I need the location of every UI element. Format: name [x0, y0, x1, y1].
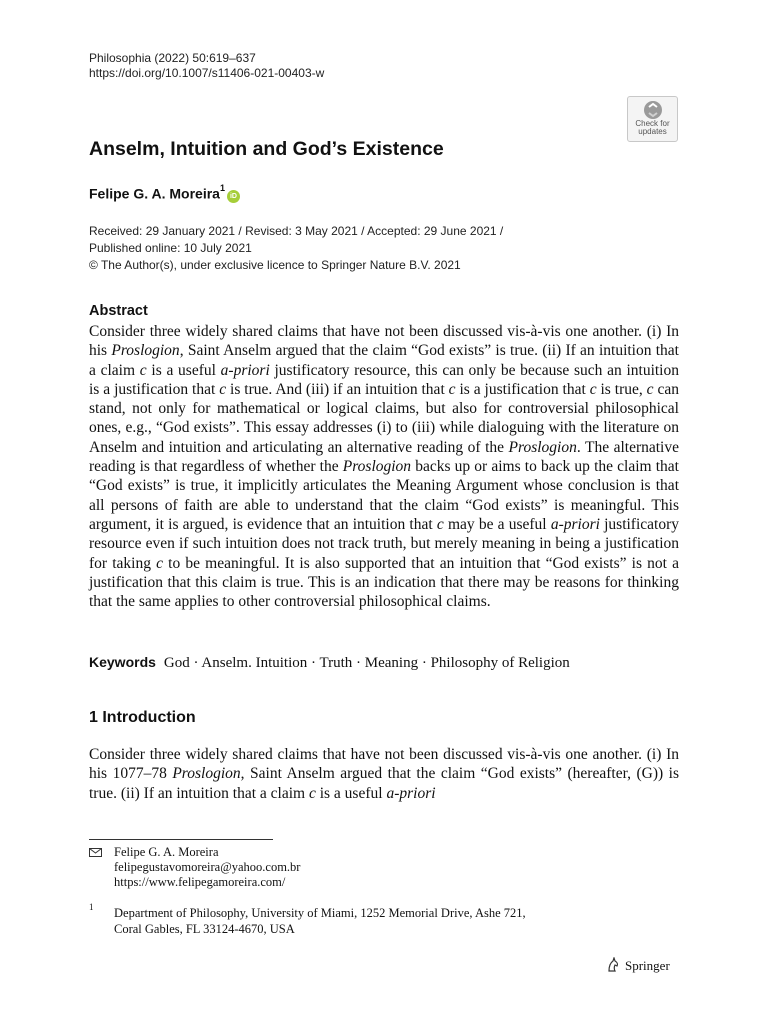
check-for-updates-line2: updates: [638, 127, 667, 136]
affiliation-line2: Coral Gables, FL 33124-4670, USA: [114, 922, 295, 936]
publisher-name: Springer: [625, 958, 670, 973]
contact-email-link[interactable]: felipegustavomoreira@yahoo.com.br: [114, 860, 301, 874]
author-line: [89, 185, 240, 203]
affiliation: [114, 905, 526, 937]
check-for-updates-line1: Check for: [635, 119, 670, 128]
springer-horse-icon: [605, 957, 621, 973]
keywords-text: God · Anselm. Intuition · Truth · Meaning · Philosophy of Religion: [163, 655, 570, 671]
journal-citation: Philosophia (2022) 50:619–637: [89, 51, 256, 65]
introduction-body: Consider three widely shared claims that have not been discussed vis-à-vis one another. (i) In his 1077–78 Proslogion, Saint Anselm argued that the claim “God exists” (hereafter, (G)) is true. (ii) If an intuition that a claim c is a useful a-priori: [89, 746, 679, 802]
orcid-icon[interactable]: iD: [227, 190, 240, 203]
corresponding-author-contact: [114, 845, 300, 890]
history-copyright: © The Author(s), under exclusive licence to Springer Nature B.V. 2021: [89, 258, 461, 272]
section-heading-introduction: 1 Introduction: [89, 709, 196, 726]
abstract-heading: Abstract: [89, 303, 148, 319]
affiliation-line1: Department of Philosophy, University of Miami, 1252 Memorial Drive, Ashe 721,: [114, 906, 526, 920]
journal-header: [89, 51, 324, 81]
abstract-body: Consider three widely shared claims that have not been discussed vis-à-vis one another. (i) In his Proslogion, Saint Anselm argued that the claim “God exists” is true. (ii) If an intuition that a claim c is a useful a-priori justificatory resource, this can only be because such an intuition is a justification that c is true. And (iii) if an intuition that c is a justification that c is true, c can stand, not only for mathematical or logical claims, but also for controversial philosophical ones, e.g., “God exists”. This essay addresses (i) to (iii) while dialoguing with the literature on Anselm and intuition and articulating an alternative reading of the Proslogion. The alternative reading is that regardless of whether the Proslogion backs up or aims to back up the claim that “God exists” is true, it implicitly articulates the Meaning Argument whose conclusion is that all persons of faith are able to understand that the claim “God exists” is meaningful. This argument, it is argued, is evidence that an intuition that c may be a useful a-priori justificatory resource even if such intuition does not track truth, but merely meaning in being a justification for taking c to be meaningful. It is also supported that an intuition that “God exists” is not a justification that this claim is true. This is an indication that there may be reasons for thinking that the same applies to other controversial philosophical claims.: [89, 323, 679, 611]
footnote-divider: [89, 839, 273, 840]
springer-logo: [605, 957, 670, 974]
history-dates: Received: 29 January 2021 / Revised: 3 May 2021 / Accepted: 29 June 2021 /: [89, 224, 504, 238]
keywords-line: [89, 654, 570, 672]
envelope-icon[interactable]: [89, 848, 102, 857]
keywords-label: Keywords: [89, 654, 156, 670]
article-title: Anselm, Intuition and God’s Existence: [89, 138, 444, 160]
affiliation-number: 1: [89, 902, 94, 912]
contact-name: Felipe G. A. Moreira: [114, 845, 219, 859]
history-published: Published online: 10 July 2021: [89, 241, 252, 255]
publication-history: [89, 223, 503, 274]
check-for-updates-icon: [642, 100, 664, 120]
author-affiliation-marker: 1: [219, 183, 225, 193]
contact-website-link[interactable]: https://www.felipegamoreira.com/: [114, 875, 286, 889]
doi-link[interactable]: https://doi.org/10.1007/s11406-021-00403-w: [89, 66, 325, 80]
check-for-updates-badge[interactable]: [627, 96, 678, 142]
author-name[interactable]: Felipe G. A. Moreira: [89, 185, 220, 202]
